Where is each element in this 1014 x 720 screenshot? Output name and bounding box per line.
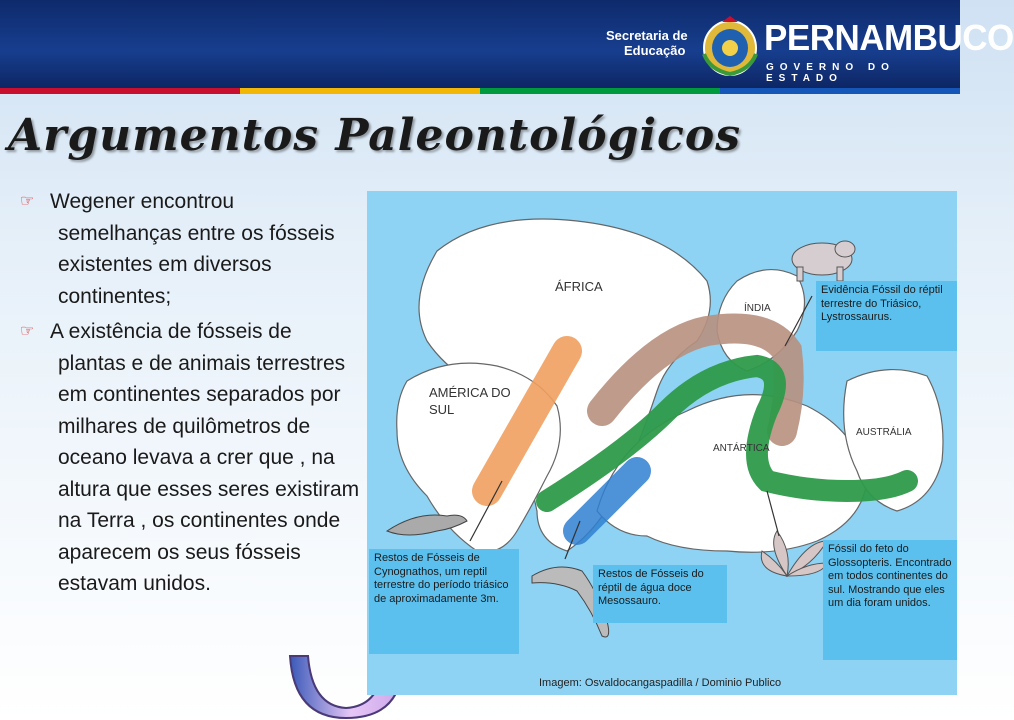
label-south-america: AMÉRICA DO SUL [429,385,511,417]
state-name: PERNAMBUCO [764,18,1014,59]
label-africa: ÁFRICA [555,279,603,294]
state-seal-icon [700,14,760,78]
callout-lystrosaurus: Evidência Fóssil do réptil terrestre do Triásico, Lystrossaurus. [816,281,957,351]
state-subtitle: GOVERNO DO ESTADO [766,62,895,84]
slide-title: Argumentos Paleontológicos [8,110,741,161]
callout-mesosaurus: Restos de Fósseis do réptil de água doce Mesossauro. [593,565,727,623]
image-credit: Imagem: Osvaldocangaspadilla / Dominio Publico [539,677,782,689]
pointing-hand-icon: ☞ [20,193,35,210]
callout-glossopteris: Fóssil do feto do Glossopteris. Encontrado em todos continentes do sul. Mostrando que eles um dia foram unidos. [823,540,957,660]
header-stripe [0,88,960,94]
callout-cynognathus: Restos de Fósseis de Cynognathos, um reptil terrestre do período triásico de aproximadamente 3m. [369,549,519,654]
label-australia: AUSTRÁLIA [852,426,916,439]
educacao-line: Educação [624,43,686,58]
label-antarctica: ANTÁRTICA [713,443,770,454]
bullet-text: A existência de fósseis de plantas e de animais terrestres em continentes separados por milhares de quilômetros de oceano levava a crer que , na altura que esses seres existiram na Terra , os continentes onde aparecem os seus fósseis estavam unidos. [50,320,360,595]
bullet-text: Wegener encontrou semelhanças entre os fósseis existentes em diversos continentes; [50,190,335,308]
bullet-item [20,316,360,600]
gondwana-map [367,191,957,695]
label-india: ÍNDIA [744,303,771,314]
bullet-item [20,186,360,312]
secretaria-label [606,28,688,58]
pointing-hand-icon: ☞ [20,323,35,340]
bullet-list [20,186,360,604]
secretaria-line: Secretaria de [606,28,688,43]
